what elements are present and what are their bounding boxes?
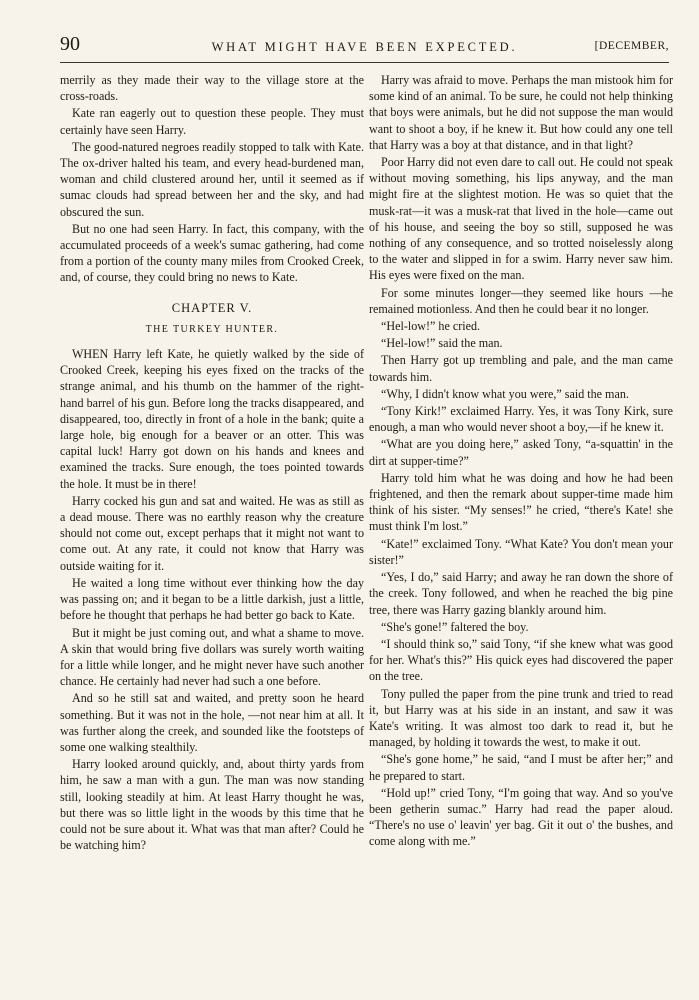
paragraph: Then Harry got up trembling and pale, and the man came towards him. xyxy=(369,353,673,384)
paragraph: And so he still sat and waited, and pretty soon he heard something. But it was not in the hole, —not near him at all. It was further along the creek, and sounded like the footsteps of some one walking stealthily. xyxy=(60,691,364,754)
paragraph: WHEN Harry left Kate, he quietly walked by the side of Crooked Creek, keeping his eyes fixed on the tracks of the strange animal, and his thumb on the hammer of the right-hand barrel of his gun. Before long the tracks disappeared, and disappeared, too, directly in front of a hole in the bank; quite a large hole, big enough for a beaver or an otter. This was capital luck! Harry got down on his hands and knees and examined the tracks. Sure enough, the toes pointed towards the hole. It must be in there! xyxy=(60,347,364,491)
paragraph: Harry told him what he was doing and how he had been frightened, and then the remark about supper-time made him think of his sister. “My senses!” he cried, “there's Kate! she must think I'm lost.” xyxy=(369,470,673,534)
paragraph: “Hel-low!” he cried. xyxy=(381,319,481,334)
header-rule xyxy=(60,62,669,63)
paragraph: Harry cocked his gun and sat and waited. He was as still as a dead mouse. There was no earthly reason why the creature should not come out, except perhaps that it might not want to come out. At any rate, it could not know that Harry was outside waiting for it. xyxy=(60,493,364,573)
paragraph: “She's gone!” faltered the boy. xyxy=(381,619,529,634)
paragraph: Tony pulled the paper from the pine trunk and tried to read it, but Harry was at his side in an instant, and saw it was Kate's writing. It was almost too dark to read it, but he managed, by holding it towards the west, to make it out. xyxy=(369,686,673,750)
paragraph: “What are you doing here,” asked Tony, “a-squattin' in the dirt at supper-time?” xyxy=(369,437,673,468)
chapter-subtitle: THE TURKEY HUNTER. xyxy=(145,323,279,335)
running-title: WHAT MIGHT HAVE BEEN EXPECTED. xyxy=(211,40,518,54)
right-column xyxy=(369,72,673,851)
paragraph: “She's gone home,” he said, “and I must be after her;” and he prepared to start. xyxy=(369,752,673,783)
paragraph: “Kate!” exclaimed Tony. “What Kate? You don't mean your sister!” xyxy=(369,536,673,567)
paragraph: “Yes, I do,” said Harry; and away he ran down the shore of the creek. Tony followed, and when he reached the big pine tree, there was Harry gazing blankly around him. xyxy=(369,570,673,617)
paragraph: But no one had seen Harry. In fact, this company, with the accumulated proceeds of a week's sumac gathering, had come from a portion of the county many miles from Crooked Creek, and, of course, they could bring no news to Kate. xyxy=(60,221,364,285)
paragraph: Kate ran eagerly out to question these people. They must certainly have seen Harry. xyxy=(60,106,364,137)
page-number: 90 xyxy=(60,33,80,55)
paragraph: “Why, I didn't know what you were,” said the man. xyxy=(381,386,629,401)
paragraph: “Tony Kirk!” exclaimed Harry. Yes, it was Tony Kirk, sure enough, a man who would never shoot a boy,—if he knew it. xyxy=(369,404,673,435)
paragraph: For some minutes longer—they seemed like hours —he remained motionless. And then he could bear it no longer. xyxy=(369,285,673,316)
left-column xyxy=(60,72,364,854)
paragraph: Harry looked around quickly, and, about thirty yards from him, he saw a man with a gun. The man was now standing still, looking steadily at him. At least Harry thought he was, but there was so little light in the woods by this time that he could not be sure about it. What was that man after? Could he be watching him? xyxy=(60,757,364,853)
paragraph: The good-natured negroes readily stopped to talk with Kate. The ox-driver halted his team, and every head-burdened man, woman and child clustered around her, until it seemed as if sumac clouds had spread between her and the sky, and had obscured the sun. xyxy=(60,139,364,219)
running-header xyxy=(60,33,669,60)
paragraph: But it might be just coming out, and what a shame to move. A skin that would bring five dollars was surely worth waiting for a little while longer, and he might never have such another chance. He certainly had never had such a one before. xyxy=(60,625,364,689)
chapter-title: CHAPTER V. xyxy=(171,300,253,315)
running-month: [DECEMBER, xyxy=(594,40,669,52)
paragraph: “Hold up!” cried Tony, “I'm going that way. And so you've been getherin sumac.” Harry had read the paper aloud. “There's no use o' leavin' yer bag. Git it out o' the bushes, and come along with me.” xyxy=(369,785,673,849)
paragraph: “I should think so,” said Tony, “if she knew what was good for her. What's this?” His quick eyes had discovered the paper on the tree. xyxy=(369,636,673,684)
paragraph: Harry was afraid to move. Perhaps the man mistook him for some kind of an animal. To be sure, he could not help thinking that boys were animals, but he did not suppose the man would want to shoot a boy, if he knew it. But how could any one tell that Harry was a boy at that distance, and in that light? xyxy=(369,73,673,152)
paragraph: “Hel-low!” said the man. xyxy=(381,336,503,351)
paragraph: Poor Harry did not even dare to call out. He could not speak without moving something, his lips anyway, and the man might fire at the slightest motion. He was so quiet that the musk-rat—it was a musk-rat that lived in the hole—came out of his house, and seeing the boy so still, supposed he was nothing of any consequence, and so trotted noiselessly along to the water and slipped in for a swim. Harry never saw him. His eyes were fixed on the man. xyxy=(369,155,673,283)
paragraph: merrily as they made their way to the village store at the cross-roads. xyxy=(60,73,364,104)
paragraph: He waited a long time without ever thinking how the day was passing on; and it began to be a little darkish, just a little, before he thought that perhaps he had better go back to Kate. xyxy=(60,575,364,623)
